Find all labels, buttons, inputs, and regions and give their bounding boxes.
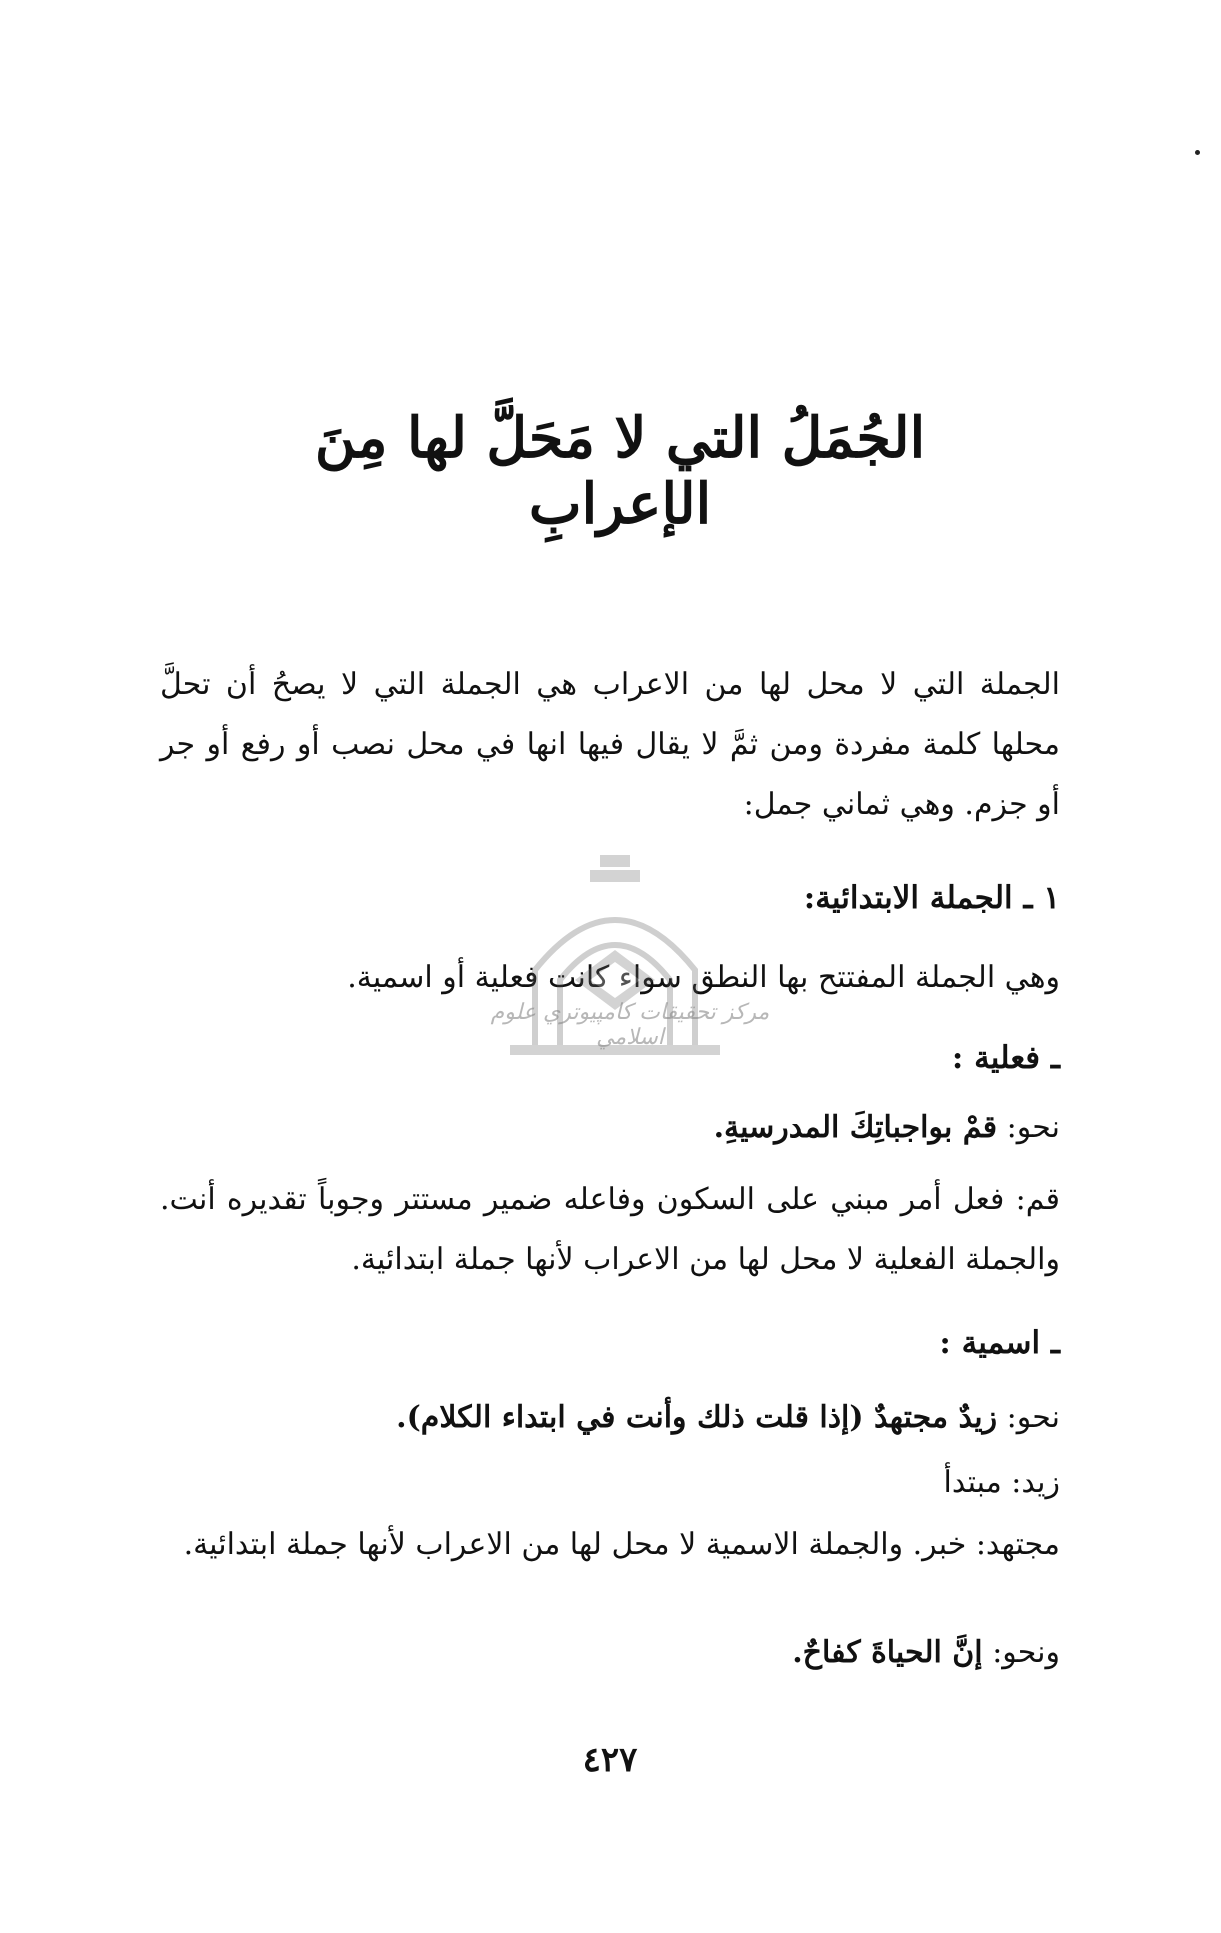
example-label: نحو:: [1006, 1400, 1060, 1435]
example-sentence: زيدٌ مجتهدٌ (إذا قلت ذلك وأنت في ابتداء الكلام).: [396, 1400, 998, 1435]
example-label: نحو:: [1006, 1110, 1060, 1145]
watermark-caption: مركز تحقيقات كامپيوتري علوم اسلامي: [490, 1000, 770, 1050]
nominal-example: [160, 1400, 1060, 1435]
subheading-verbal: ـ فعلية :: [951, 1040, 1060, 1076]
subheading-nominal: ـ اسمية :: [939, 1325, 1060, 1361]
example-label: ونحو:: [992, 1635, 1060, 1670]
section-definition: وهي الجملة المفتتح بها النطق سواء كانت فعلية أو اسمية.: [347, 960, 1060, 995]
nominal-example-2: [160, 1635, 1060, 1670]
verbal-analysis: قم: فعل أمر مبني على السكون وفاعله ضمير مستتر وجوباً تقديره أنت. والجملة الفعلية لا محل لها من الاعراب لأنها جملة ابتدائية.: [160, 1182, 1060, 1277]
page-number: ٤٢٧: [582, 1740, 638, 1780]
scan-speck: [1195, 150, 1200, 155]
intro-paragraph: الجملة التي لا محل لها من الاعراب هي الجملة التي لا يصحُ أن تحلَّ محلها كلمة مفردة ومن ثمَّ لا يقال فيها انها في محل نصب أو رفع أو جر أو جزم. وهي ثماني جمل:: [160, 667, 1061, 822]
example-sentence: قمْ بواجباتِكَ المدرسيةِ.: [713, 1110, 998, 1145]
section-heading-initial-sentence: ١ ـ الجملة الابتدائية:: [803, 880, 1060, 916]
verbal-example: [160, 1110, 1060, 1145]
example-sentence: إنَّ الحياةَ كفاحٌ.: [792, 1635, 983, 1670]
subject-analysis: زيد: مبتدأ: [943, 1465, 1060, 1500]
page-title: الجُمَلُ التي لا مَحَلَّ لها مِنَ الإعرابِ: [314, 405, 926, 537]
predicate-analysis: مجتهد: خبر. والجملة الاسمية لا محل لها من الاعراب لأنها جملة ابتدائية.: [183, 1527, 1060, 1562]
